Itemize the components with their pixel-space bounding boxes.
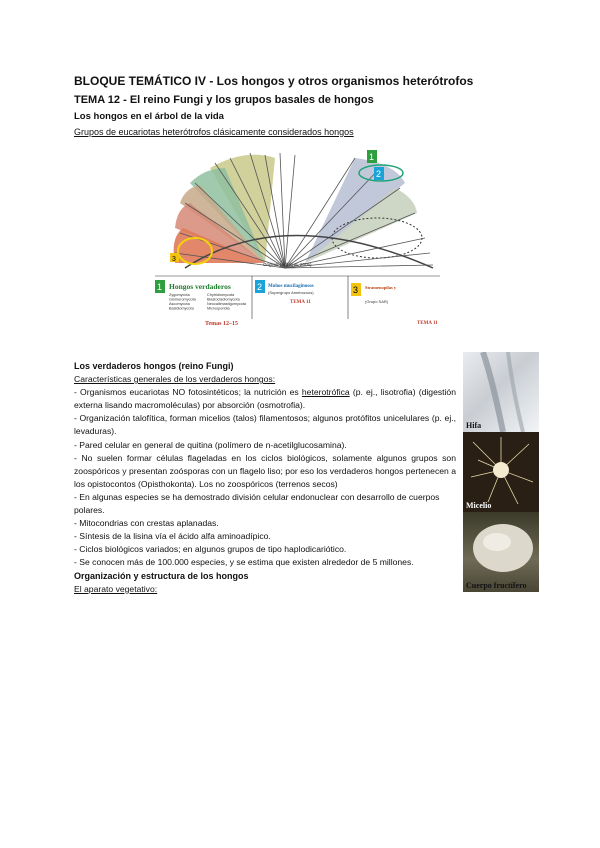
box-1-line: Microsporidia xyxy=(207,306,230,311)
photo-column xyxy=(463,352,539,592)
caption-hypha: Hifa xyxy=(466,421,482,430)
paragraph-species: - Se conocen más de 100.000 especies, y se estima que existen alrededor de 5 millones. xyxy=(74,557,414,568)
fruiting-body-photo xyxy=(463,512,539,592)
box-2-footer: TEMA 11 xyxy=(290,300,311,305)
box-1-line: Basidiomycota xyxy=(169,306,194,311)
subheading-characteristics: Características generales de los verdaderos hongos: xyxy=(74,374,276,385)
svg-text:1: 1 xyxy=(369,152,375,162)
subsection-title: Grupos de eucariotas heterótrofos clásicamente considerados hongos xyxy=(74,127,354,137)
topic-title: TEMA 12 - El reino Fungi y los grupos basales de hongos xyxy=(74,94,374,106)
box-1-number: 1 xyxy=(157,282,163,292)
box-1-line: Chytridiomycota xyxy=(207,293,235,297)
box-2-number: 2 xyxy=(257,282,263,292)
section-title: Los hongos en el árbol de la vida xyxy=(74,111,224,122)
box-1-line: Neocallimastigomycota xyxy=(207,302,247,306)
box-3-title: Stramenopilas y xyxy=(365,285,397,290)
paragraph-cell-wall: - Pared celular en general de quitina (polímero de n-acetilglucosamina). xyxy=(74,439,347,450)
box-1-line: Ascomycota xyxy=(169,302,190,306)
subheading-vegetative: El aparato vegetativo: xyxy=(74,583,158,594)
hypha-photo xyxy=(463,352,539,432)
box-1-footer: Temas 12–15 xyxy=(205,321,238,327)
block-title: BLOQUE TEMÁTICO IV - Los hongos y otros organismos heterótrofos xyxy=(74,74,474,88)
box-2-line: (Supergrupo Amebozoos) xyxy=(268,290,314,295)
text-span: - Organismos eucariotas NO fotosintéticos; la nutrición es xyxy=(74,387,302,398)
paragraph-organization: - Organización talofítica, forman micelios (talos) filamentosos; algunos protófitos unicelulares (p. ej., levaduras). xyxy=(74,413,456,437)
paragraph-cycles: - Ciclos biológicos variados; en algunos grupos de tipo haplodicariótico. xyxy=(74,544,347,555)
mycelium-photo xyxy=(463,432,539,512)
tree-of-life-figure xyxy=(155,143,440,328)
box-1-line: Glomeromycota xyxy=(169,297,196,302)
body-text xyxy=(74,360,456,596)
mycelium-drawing xyxy=(463,432,539,512)
caption-mycelium: Micelio xyxy=(466,501,492,510)
text-span-underlined: heterotrófica xyxy=(301,387,350,398)
box-3-line: (Grupo SAR) xyxy=(365,299,389,304)
box-1-title: Hongos verdaderos xyxy=(169,282,231,291)
mushroom-drawing xyxy=(463,512,539,592)
paragraph-flagella: - No suelen formar células flageladas en los ciclos biológicos, solamente algunos grupos son zoospóricos y presentan zoósporas con un flagelo liso; por eso los verdaderos hongos pertenecen a los opistocontos (Opisthokonta). Los no zoospóricos (terrenos secos) xyxy=(74,452,456,489)
center-label: Original (Adl et al. 2005) xyxy=(263,262,312,267)
box-3-number: 3 xyxy=(353,285,359,295)
paragraph-nutrition xyxy=(74,386,456,412)
paragraph-lysine: - Síntesis de la lisina vía el ácido alfa aminoadípico. xyxy=(74,531,271,542)
box-1-line: Zygomycota xyxy=(169,293,190,297)
hypha-drawing xyxy=(463,352,539,432)
section-heading-fungi: Los verdaderos hongos (reino Fungi) xyxy=(74,361,234,371)
svg-text:3: 3 xyxy=(172,256,176,263)
caption-fruiting-body: Cuerpo fructífero xyxy=(466,581,527,590)
text-span: (p. ej., lisotrofia) (digestión externa lisando macromoléculas) por absorción (osmotrofia). xyxy=(74,387,456,411)
box-2-title: Mohos mucilaginosos xyxy=(268,284,314,289)
box-3-footer: TEMA 11 xyxy=(417,321,438,326)
box-1-line: Blastocladiomycota xyxy=(207,297,240,302)
svg-text:2: 2 xyxy=(376,169,382,179)
section-heading-organization: Organización y estructura de los hongos xyxy=(74,570,249,581)
paragraph-division: - En algunas especies se ha demostrado división celular endonuclear con desarrollo de cuerpos polares. xyxy=(74,491,440,516)
tree-of-life-diagram xyxy=(155,143,440,328)
paragraph-mitochondria: - Mitocondrias con crestas aplanadas. xyxy=(74,518,219,529)
